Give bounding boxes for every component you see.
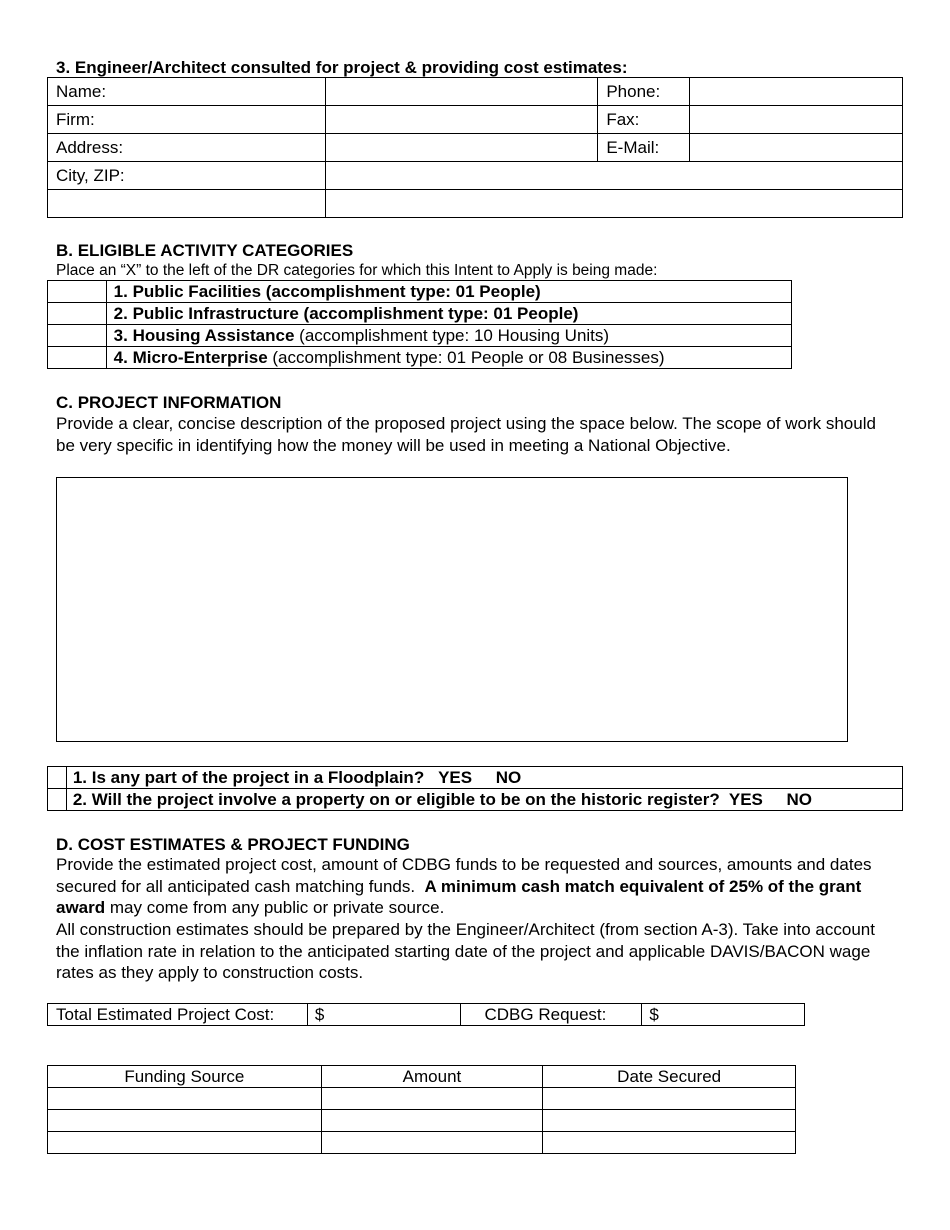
funding-source-cell[interactable] <box>48 1132 322 1154</box>
category-4-label: 4. Micro-Enterprise (accomplishment type: 01 People or 08 Businesses) <box>106 347 791 369</box>
category-2-input[interactable] <box>48 303 106 324</box>
category-table <box>47 280 792 369</box>
extra-field-right[interactable] <box>325 190 902 218</box>
category-1-input[interactable] <box>48 281 106 302</box>
section-b-instruction: Place an “X” to the left of the DR categories for which this Intent to Apply is being made: <box>56 262 658 279</box>
funding-source-cell[interactable] <box>48 1110 322 1132</box>
table-row <box>48 1066 796 1088</box>
table-row <box>48 1088 796 1110</box>
question-floodplain: 1. Is any part of the project in a Floodplain? YES NO <box>66 767 902 789</box>
table-row <box>48 162 903 190</box>
amount-cell[interactable] <box>321 1132 543 1154</box>
section-c-heading: C. PROJECT INFORMATION <box>56 393 282 412</box>
address-input[interactable] <box>326 134 598 161</box>
section-d-paragraph-2: All construction estimates should be prepared by the Engineer/Architect (from section A-3). Take into account the inflation rate in relation to the anticipated starting date of the project and applicable DAVIS/BACON wage rates as they apply to construction costs. <box>56 920 875 982</box>
phone-input[interactable] <box>690 78 902 105</box>
dollar-sign: $ <box>314 1004 325 1024</box>
extra-input-left[interactable] <box>48 190 325 217</box>
funding-source-input[interactable] <box>48 1132 321 1153</box>
date-secured-cell[interactable] <box>543 1088 796 1110</box>
table-row <box>48 325 792 347</box>
address-field[interactable] <box>325 134 598 162</box>
extra-input-right[interactable] <box>326 190 902 217</box>
funding-source-input[interactable] <box>48 1088 321 1109</box>
category-3-input[interactable] <box>48 325 106 346</box>
address-label: Address: <box>48 134 326 162</box>
category-3-label: 3. Housing Assistance (accomplishment type: 10 Housing Units) <box>106 325 791 347</box>
fax-field[interactable] <box>690 106 903 134</box>
engineer-heading: 3. Engineer/Architect consulted for project & providing cost estimates: <box>56 58 628 77</box>
phone-field[interactable] <box>690 78 903 106</box>
table-row <box>48 1110 796 1132</box>
amount-cell[interactable] <box>321 1110 543 1132</box>
question-historic: 2. Will the project involve a property on or eligible to be on the historic register? YES NO <box>66 789 902 811</box>
table-row <box>48 347 792 369</box>
fax-input[interactable] <box>690 106 902 133</box>
section-c-description: Provide a clear, concise description of the proposed project using the space below. The scope of work should be very specific in identifying how the money will be used in meeting a National Objective. <box>56 414 876 455</box>
section-d-heading: D. COST ESTIMATES & PROJECT FUNDING <box>56 835 410 854</box>
extra-field-left[interactable] <box>48 190 326 218</box>
firm-input[interactable] <box>326 106 598 133</box>
table-row <box>48 134 903 162</box>
total-cost-label: Total Estimated Project Cost: <box>48 1004 308 1026</box>
table-row <box>48 1132 796 1154</box>
date-secured-input[interactable] <box>543 1132 795 1153</box>
table-row <box>48 1004 805 1026</box>
firm-field[interactable] <box>325 106 598 134</box>
category-2-mark[interactable] <box>48 303 107 325</box>
city-zip-input[interactable] <box>326 162 902 189</box>
amount-input[interactable] <box>322 1088 543 1109</box>
section-d-paragraph-1: Provide the estimated project cost, amount of CDBG funds to be requested and sources, amounts and dates secured for all anticipated cash matching funds. A minimum cash match equivalent of 25% of the grant award may come from any public or private source. <box>56 855 877 917</box>
funding-table <box>47 1065 796 1154</box>
table-row <box>48 767 903 789</box>
category-3-mark[interactable] <box>48 325 107 347</box>
project-description-box[interactable] <box>56 477 848 742</box>
category-2-label: 2. Public Infrastructure (accomplishment type: 01 People) <box>106 303 791 325</box>
category-4-mark[interactable] <box>48 347 107 369</box>
date-secured-input[interactable] <box>543 1110 795 1131</box>
category-4-input[interactable] <box>48 347 106 368</box>
cdbg-request-field[interactable] <box>642 1004 805 1026</box>
table-row <box>48 303 792 325</box>
category-1-label: 1. Public Facilities (accomplishment type: 01 People) <box>106 281 791 303</box>
question-1-mark[interactable] <box>48 767 67 789</box>
table-row <box>48 106 903 134</box>
table-row <box>48 78 903 106</box>
category-1-mark[interactable] <box>48 281 107 303</box>
city-zip-field[interactable] <box>325 162 902 190</box>
amount-cell[interactable] <box>321 1088 543 1110</box>
amount-input[interactable] <box>322 1110 543 1131</box>
city-zip-label: City, ZIP: <box>48 162 326 190</box>
dollar-sign: $ <box>649 1004 659 1024</box>
email-input[interactable] <box>690 134 902 161</box>
date-secured-cell[interactable] <box>543 1132 796 1154</box>
amount-input[interactable] <box>322 1132 543 1153</box>
questions-table <box>47 766 903 811</box>
name-field[interactable] <box>325 78 598 106</box>
name-label: Name: <box>48 78 326 106</box>
cost-table <box>47 1003 805 1026</box>
phone-label: Phone: <box>598 78 690 106</box>
amount-header: Amount <box>321 1066 543 1088</box>
engineer-table <box>47 77 903 218</box>
date-secured-cell[interactable] <box>543 1110 796 1132</box>
section-b-heading: B. ELIGIBLE ACTIVITY CATEGORIES <box>56 241 354 260</box>
firm-label: Firm: <box>48 106 326 134</box>
fax-label: Fax: <box>598 106 690 134</box>
table-row <box>48 281 792 303</box>
email-label: E-Mail: <box>598 134 690 162</box>
table-row <box>48 190 903 218</box>
question-2-mark[interactable] <box>48 789 67 811</box>
funding-source-cell[interactable] <box>48 1088 322 1110</box>
email-field[interactable] <box>690 134 903 162</box>
cdbg-request-label: CDBG Request: <box>460 1004 642 1026</box>
name-input[interactable] <box>326 78 598 105</box>
total-cost-field[interactable] <box>307 1004 460 1026</box>
date-secured-header: Date Secured <box>543 1066 796 1088</box>
table-row <box>48 789 903 811</box>
funding-source-header: Funding Source <box>48 1066 322 1088</box>
date-secured-input[interactable] <box>543 1088 795 1109</box>
funding-source-input[interactable] <box>48 1110 321 1131</box>
